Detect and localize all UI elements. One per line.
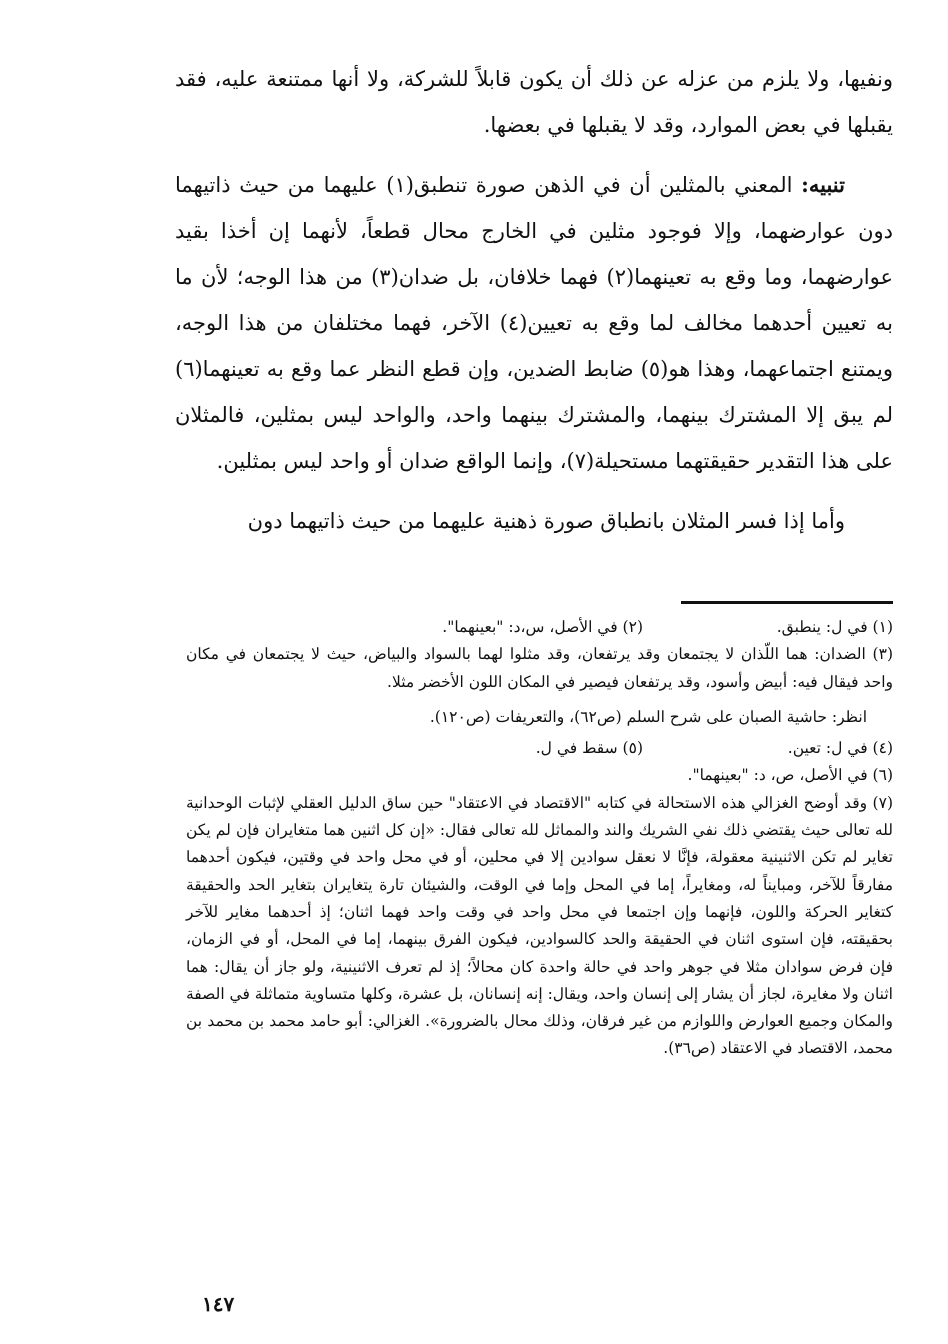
main-text xyxy=(175,56,893,558)
paragraph-2-text: المعني بالمثلين أن في الذهن صورة تنطبق(١) عليهما من حيث ذاتيهما دون عوارضهما، وإلا فوجود مثلين في الخارج محال قطعاً، لأنهما إن أخذا بقيد عوارضهما، وما وقع به تعينهما(٢) فهما خلافان، بل ضدان(٣) من هذا الوجه؛ لأن ما به تعيين أحدهما مخالف لما وقع به تعيين(٤) الآخر، فهما مختلفان من هذا الوجه، ويمتنع اجتماعهما، وهذا هو(٥) ضابط الضدين، وإن قطع النظر عما وقع به تعينهما(٦) لم يبق إلا المشترك بينهما، والمشترك بينهما واحد، والواحد ليس بمثلين، فالمثلان على هذا التقدير حقيقتهما مستحيلة(٧)، وإنما الواقع ضدان أو واحد ليس بمثلين. xyxy=(175,173,894,473)
footnotes xyxy=(186,614,893,1063)
footnote-7: (٧) وقد أوضح الغزالي هذه الاستحالة في كتابه "الاقتصاد في الاعتقاد" حين ساق الدليل العقلي لإثبات الوحدانية لله تعالى حيث يقتضي ذلك نفي الشريك والند والمماثل لله تعالى فقال: «إن كل اثنين هما متغايران فإن لم يكن تغاير لم تكن الاثنينية معقولة، فإنَّا لا نعقل سوادين إلا في محلين، أو في محل واحد في وقتين، فيكون أحدهما مفارقاً للآخر، ومبايناً له، ومغايراً، إما في المحل وإما في الوقت، والشيئان تارة يتغايران بتغاير الحد والحقيقة كتغاير الحركة واللون، فإنهما وإن اجتمعا في محل واحد في وقت واحد فهما اثنان؛ إذ أحدهما مغاير للآخر بحقيقته، فإن استوى اثنان في الحقيقة والحد كالسوادين، فيكون الفرق بينهما، إما في المحل، أو في الزمان، فإن فرض سوادان مثلا في جوهر واحد في حالة واحدة كان محالاً؛ إذ لم تعرف الاثنينية، ولو جاز أن يقال: هما اثنان ولا مغايرة، لجاز أن يشار إلى إنسان واحد، ويقال: إنه إنسانان، بل عشرة، وكلها متساوية متماثلة في الصفة والمكان وجميع العوارض واللوازم من غير فرقان، وذلك محال بالضرورة». الغزالي: أبو حامد محمد بن محمد بن محمد، الاقتصاد في الاعتقاد (ص٣٦). xyxy=(186,793,893,1058)
footnote-separator xyxy=(681,601,893,604)
footnote-3-reference: انظر: حاشية الصبان على شرح السلم (ص٦٢)، والتعريفات (ص١٢٠). xyxy=(429,707,867,726)
footnote-5: (٥) سقط في ل. xyxy=(535,739,643,758)
footnote-6: (٦) في الأصل، ص، د: "بعينهما". xyxy=(687,766,893,785)
footnote-row-4-5 xyxy=(186,735,893,762)
paragraph-1: ونفيها، ولا يلزم من عزله عن ذلك أن يكون قابلاً للشركة، ولا أنها ممتنعة عليه، فقد يقبلها في بعض الموارد، وقد لا يقبلها في بعضها. xyxy=(175,67,893,137)
paragraph-3: وأما إذا فسر المثلان بانطباق صورة ذهنية عليهما من حيث ذاتيهما دون xyxy=(247,509,845,533)
page-number: ١٤٧ xyxy=(202,1292,235,1316)
footnote-2: (٢) في الأصل، س،د: "بعينهما". xyxy=(442,618,643,636)
note-label: تنبيه: xyxy=(801,172,845,197)
paragraph-2 xyxy=(175,162,893,484)
footnote-row-1-2 xyxy=(186,614,893,641)
footnote-4: (٤) في ل: تعين. xyxy=(787,739,893,758)
footnote-1: (١) في ل: ينطبق. xyxy=(776,618,893,636)
footnote-3: (٣) الضدان: هما اللّذان لا يجتمعان وقد يرتفعان، وقد مثلوا لهما بالسواد والبياض، حيث لا يجتمعان في مكان واحد فيقال فيه: أبيض وأسود، وقد يرتفعان فيصير في المكان اللون الأخضر مثلا. xyxy=(186,645,893,691)
